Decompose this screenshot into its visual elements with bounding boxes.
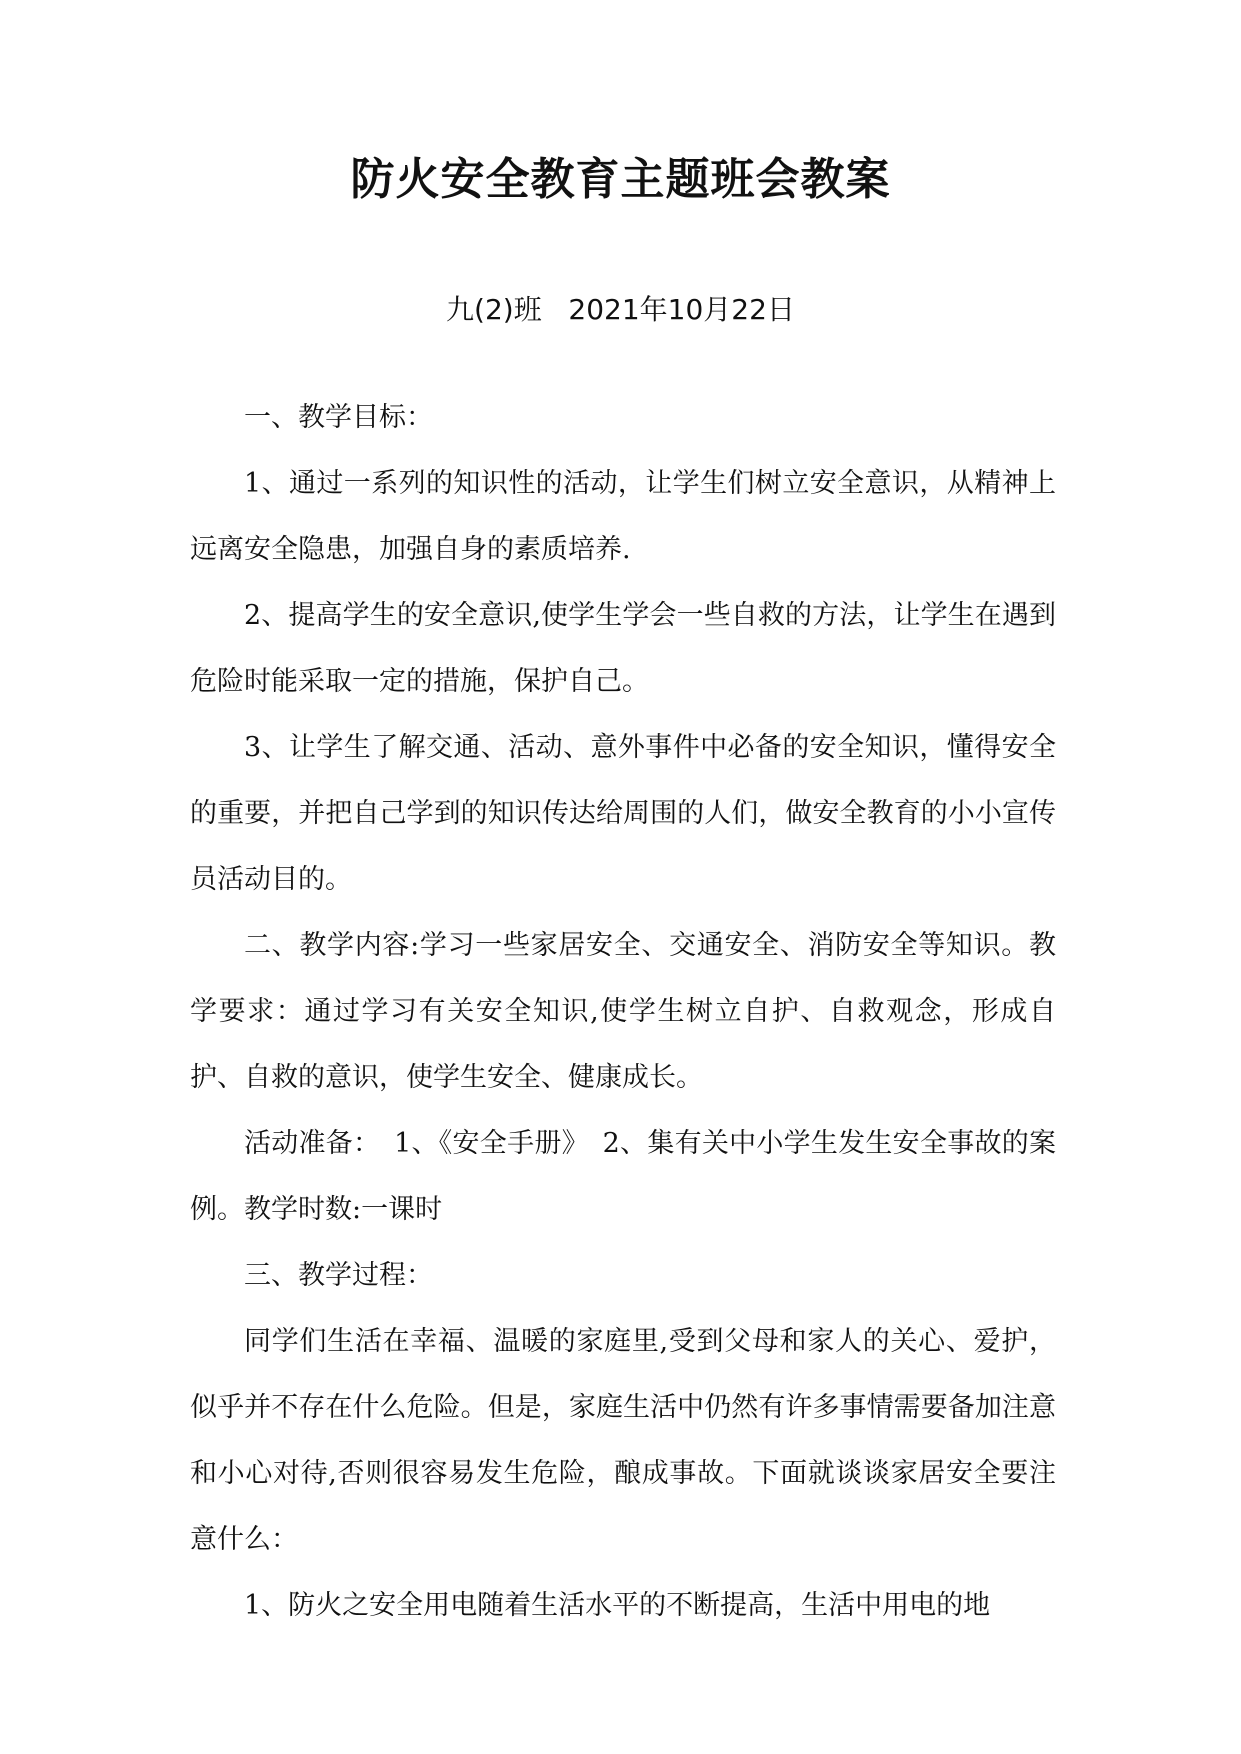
paragraph: 1、防火之安全用电随着生活水平的不断提高，生活中用电的地	[244, 1590, 991, 1621]
paragraph: 二、教学内容:学习一些家居安全、交通安全、消防安全等知识。教学要求：通过学习有关安全知识,使学生树立自护、自救观念，形成自护、自救的意识，使学生安全、健康成长。	[190, 930, 1056, 1093]
paragraph: 同学们生活在幸福、温暖的家庭里,受到父母和家人的关心、爱护，似乎并不存在什么危险。但是，家庭生活中仍然有许多事情需要备加注意和小心对待,否则很容易发生危险，酿成事故。下面就谈谈家居安全要注意什么：	[190, 1326, 1056, 1555]
document-title: 防火安全教育主题班会教案	[350, 154, 891, 205]
section-heading-objectives: 一、教学目标：	[244, 402, 433, 433]
section-heading-process: 三、教学过程：	[244, 1260, 433, 1291]
paragraph: 1、通过一系列的知识性的活动，让学生们树立安全意识，从精神上远离安全隐患，加强自身的素质培养.	[190, 468, 1056, 565]
paragraph: 2、提高学生的安全意识,使学生学会一些自救的方法，让学生在遇到危险时能采取一定的措施，保护自己。	[190, 600, 1056, 697]
class-name: 九(2)班	[446, 293, 542, 326]
document-date: 2021年10月22日	[568, 293, 795, 326]
paragraph: 3、让学生了解交通、活动、意外事件中必备的安全知识，懂得安全的重要，并把自己学到的知识传达给周围的人们，做安全教育的小小宣传员活动目的。	[190, 732, 1056, 895]
document-body	[190, 385, 1056, 1639]
paragraph: 活动准备： 1、《安全手册》 2、集有关中小学生发生安全事故的案例。教学时数:一课时	[190, 1128, 1056, 1225]
document-meta	[0, 290, 1241, 330]
